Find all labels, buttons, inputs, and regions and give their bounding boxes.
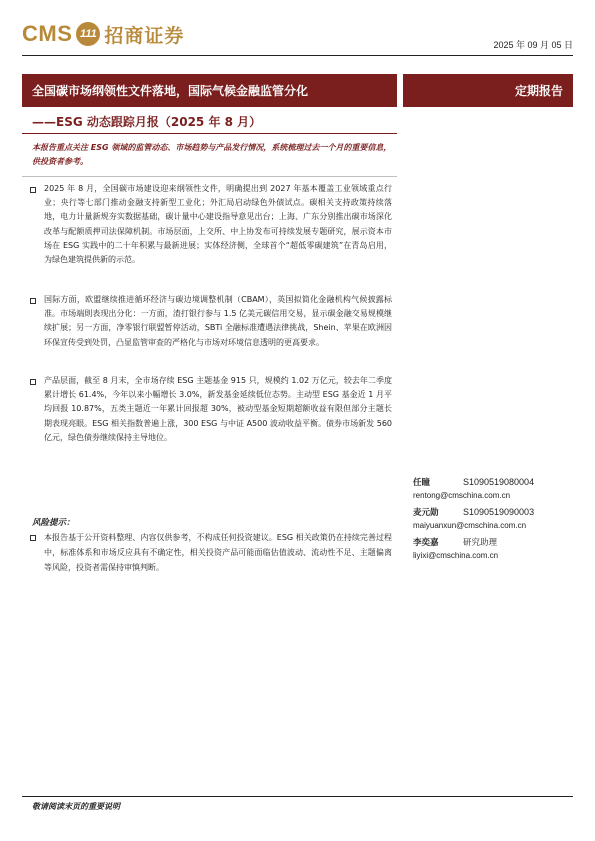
report-date: 2025 年 09 月 05 日 <box>493 40 573 50</box>
logo-chinese: 招商证券 <box>104 24 185 47</box>
analyst-role: 研究助理 <box>463 537 498 547</box>
square-bullet-icon <box>30 535 36 541</box>
square-bullet-icon <box>30 187 36 193</box>
bullet-text: 国际方面，欧盟继续推进循环经济与碳边境调整机制（CBAM），英国拟简化金融机构气候披露标准。市场端則表现出分化：一方面，渣打银行参与 1.5 亿美元碳信用交易，显示碳金融交易规模继续扩展；另一方面，净零银行联盟暂停活动，SBTi 全融标准遭遇法律挑战，Shein、苹果在欧洲因环保宣传受到处罚，凸显监管审查的严格化与市场对环境信息透明的更高要求。 <box>44 295 392 347</box>
risk-heading: 风险提示： <box>32 518 75 528</box>
analyst-license-id: S1090519090003 <box>463 507 535 517</box>
summary-bullet <box>30 374 392 445</box>
logo-mark-icon: 111 <box>76 22 100 46</box>
report-subtitle: ——ESG 动态跟踪月报（2025 年 8 月） <box>32 115 262 129</box>
lead-paragraph: 本报告重点关注 ESG 领域的监管动态、市场趋势与产品发行情况，系统梳理过去一个月的重要信息，供投资者参考。 <box>32 143 392 166</box>
summary-bullet <box>30 182 392 267</box>
summary-bullet <box>30 293 392 350</box>
square-bullet-icon <box>30 298 36 304</box>
lead-divider <box>22 176 397 177</box>
analyst-email[interactable]: maiyuanxun@cmschina.com.cn <box>413 521 527 530</box>
title-divider <box>22 133 397 134</box>
analyst-name: 麦元勋 <box>413 508 439 518</box>
bullet-text: 2025 年 8 月，全国碳市场建设迎来纲领性文件，明确提出到 2027 年基本覆盖工业领域重点行业；央行等七部门推动金融支持新型工业化；外汇局启动绿色外债试点。碳相关支持政策持续落地，电力计量新规夯实数据基础，碳计量中心建设指导意见出台；上海、广东分别推出碳市场深化改革与配额质押司法保障机制。市场层面，上交所、中上协发布可持续发展专题研究，展示资本市场在 ESG 实践中的二十年积累与最新进展；实体经济侧，全球首个“超低零碳建筑”在青岛启用，为绿色建筑提供新的示范。 <box>44 184 392 265</box>
analyst-panel <box>413 475 578 565</box>
square-bullet-icon <box>30 379 36 385</box>
risk-text: 本报告基于公开资料整理、内容仅供参考，不构成任何投资建议。ESG 相关政策仍在持续完善过程中，标准体系和市场反应具有不确定性，相关投资产品可能面临估值波动、流动性不足、主题偏离等风险，投资者需保持审慎判断。 <box>44 533 392 572</box>
analyst-email[interactable]: rentong@cmschina.com.cn <box>413 491 511 500</box>
analyst-name: 李奕嘉 <box>413 538 439 548</box>
footer-divider <box>22 796 573 797</box>
analyst-row <box>413 535 578 549</box>
header-divider <box>22 55 573 56</box>
report-type-label: 定期报告 <box>403 74 573 107</box>
footer-note: 敬请阅读末页的重要说明 <box>32 802 120 811</box>
analyst-row <box>413 475 578 489</box>
analyst-row <box>413 505 578 519</box>
report-title: 全国碳市场纲领性文件落地，国际气候金融监管分化 <box>22 74 397 107</box>
bullet-text: 产品层面，截至 8 月末，全市场存续 ESG 主题基金 915 只，规模约 1.02 万亿元，较去年二季度累计增长 61.4%，今年以来小幅增长 3.0%，新发基金延续低位态势。主动型 ESG 基金近 1 月平均回报 10.87%，五类主题近一年累计回报超 30%，被动型基金短期超额收益有限但部分主题长期表现亮眼。ESG 相关指数普遍上涨，300 ESG 与中证 A500 波动收益平衡。债券市场新发 560 亿元，绿色债券继续保持主导地位。 <box>44 376 392 442</box>
analyst-name: 任瞳 <box>413 478 431 488</box>
risk-bullet <box>30 530 392 575</box>
logo-latin: CMS <box>22 21 73 46</box>
analyst-license-id: S1090519080004 <box>463 477 535 487</box>
company-logo <box>22 18 184 50</box>
analyst-email[interactable]: liyixi@cmschina.com.cn <box>413 551 499 560</box>
